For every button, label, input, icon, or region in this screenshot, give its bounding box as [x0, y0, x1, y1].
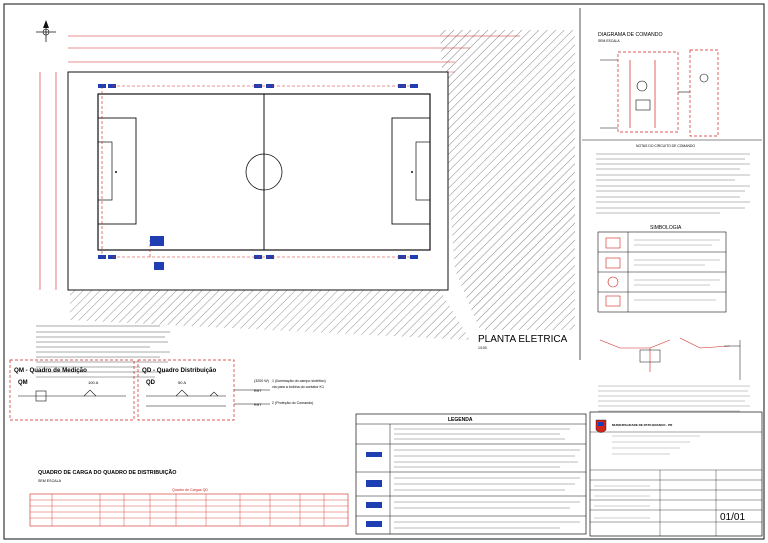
legend-title: LEGENDA — [448, 417, 473, 423]
circuit-1-sub: via para a bobina do contator K1 — [272, 385, 324, 389]
sheet-number: 01/01 — [720, 512, 746, 523]
circuit-1-text: 1 (Iluminação do campo sintético) — [272, 379, 326, 383]
legend — [356, 414, 586, 534]
qd-panel — [138, 360, 234, 420]
title-block-fields — [594, 436, 700, 518]
command-notes-title: NOTAS DO CIRCUITO DE COMANDO — [636, 144, 696, 148]
circuit-1-value: (3200 W) — [254, 379, 269, 383]
qd-label: QD — [146, 380, 155, 386]
qm-breaker: 100 A — [88, 380, 99, 385]
plan-area — [36, 20, 575, 377]
hatched-slope — [440, 30, 575, 330]
command-diagram-title: DIAGRAMA DE COMANDO — [598, 32, 663, 38]
circuit-2-text: 2 (Proteção do Comando) — [272, 401, 314, 405]
circuit-1-code: RHT — [254, 389, 262, 393]
municipal-seal-icon — [596, 420, 606, 433]
qm-label: QM — [18, 380, 28, 386]
circuit-2-code: RHT — [254, 403, 262, 407]
load-table-title: QUADRO DE CARGA DO QUADRO DE DISTRIBUIÇÃO — [38, 470, 177, 476]
title-block — [590, 412, 762, 536]
wiring-notes — [598, 386, 750, 411]
north-arrow-icon — [36, 20, 56, 42]
symbology-title: SIMBOLOGIA — [650, 225, 682, 231]
command-diagram-subtitle: SEM ESCALA — [598, 39, 620, 43]
load-table — [30, 469, 348, 526]
symbology-descriptions — [634, 240, 720, 300]
plan-scale: 1/100 — [478, 346, 487, 350]
title-block-org: MUNICIPALIDADE DE PATO BRANCO - PR — [612, 423, 673, 427]
qm-panel — [10, 360, 134, 420]
command-notes — [596, 154, 750, 213]
plan-title: PLANTA ELETRICA — [478, 334, 568, 345]
circuit-lines — [234, 379, 326, 407]
load-table-subtitle: SEM ESCALA — [38, 479, 61, 483]
hatched-slope-bottom — [70, 290, 470, 340]
command-diagram — [580, 8, 762, 411]
qm-title: QM - Quadro de Medição — [14, 367, 87, 374]
qd-breaker: 50 A — [178, 380, 187, 385]
load-table-caption: Quadro de Cargas QD — [172, 488, 208, 492]
qd-title: QD - Quadro Distribuição — [142, 367, 217, 374]
